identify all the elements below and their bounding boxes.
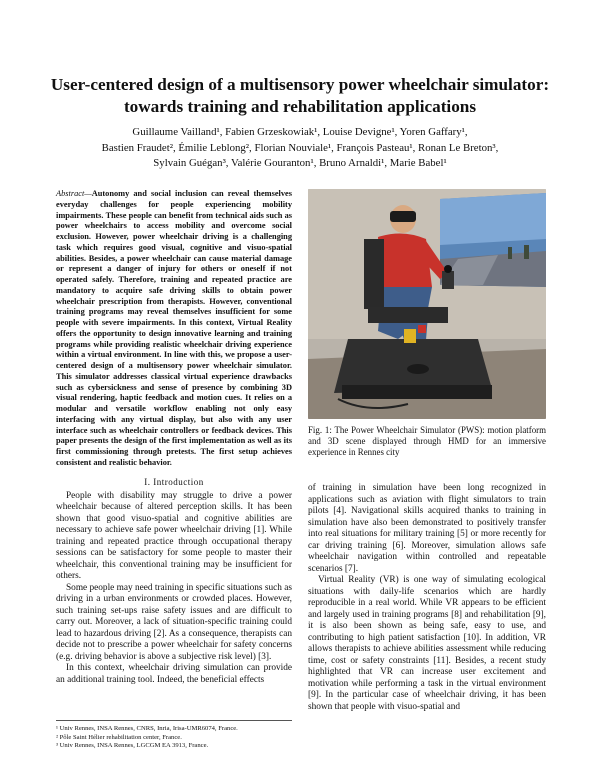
title-line-1: User-centered design of a multisensory power wheelchair simulator: bbox=[50, 75, 550, 94]
footnotes bbox=[56, 720, 292, 751]
authors-line-1: Guillaume Vailland¹, Fabien Grzeskowiak¹, Louise Devigne¹, Yoren Gaffary¹, bbox=[132, 126, 468, 138]
intro-paragraph-1: People with disability may struggle to drive a power wheelchair because of altered perception skills. It has been shown that good visuo-spatial and cognitive abilities are necessary to achieve safe power wheelchair driving [1]. While training and repeated practice through occupational therapy sessions can be satisfactory for some people to master their wheelchair, this conventional training may be insufficient for others. bbox=[56, 490, 292, 581]
intro-paragraph-3: In this context, wheelchair driving simulation can provide an additional training tool. Indeed, the beneficial effects bbox=[56, 663, 292, 685]
left-column bbox=[56, 189, 292, 686]
simulator-photo bbox=[308, 189, 546, 419]
abstract bbox=[56, 189, 292, 469]
intro-paragraph-2: Some people may need training in specific situations such as driving in a urban environments or crowded places. However, such training set-ups raise safety issues and are difficult to carry out. Moreover, a lack of situation-specific training could lead to hazardous driving [2]. As a consequence, therapists can decide not to prescribe a power wheelchair for safety concerns (e.g. driving behavior is above a subjective risk level) [3]. bbox=[56, 582, 292, 662]
figure-1-photo bbox=[308, 189, 546, 419]
authors-line-2: Bastien Fraudet², Émilie Leblong², Florian Nouviale¹, François Pasteau¹, Ronan Le Breton³, bbox=[101, 141, 499, 154]
abstract-lead: Abstract bbox=[56, 189, 85, 198]
right-paragraph-1: of training in simulation have been long recognized in applications such as aviation with flight simulators to train pilots [4]. Navigational skills acquired thanks to training in simulation have also been demonstrated to positively transfer into real situations for military training [5] or more recently for car driving training [6]. Moreover, simulation allows safe wheelchair navigation within controlled and repeatable scenarios [7]. bbox=[308, 483, 546, 574]
paper-title bbox=[40, 74, 560, 118]
footnote-2: ² Pôle Saint Hélier rehabilitation center, France. bbox=[56, 733, 182, 741]
right-paragraph-2: Virtual Reality (VR) is one way of simulating ecological situations with daily-life scenarios which are hardly reproducible in a real world. While VR appears to be efficient and largely used in training programs [8] and rehabilitation [9], it is also been shown as being safe, easy to use, and contributing to high patient satisfaction [10]. In addition, VR allows therapists to achieve abilities assessment while reducing time, cost or safety constraints [11]. Besides, a recent study highlighted that VR can increase user excitement and motivation while performing a task in the virtual environment [9]. In the particular case of wheelchair driving, it has been shown that people with visuo-spatial and bbox=[308, 575, 546, 712]
footnote-3: ³ Univ Rennes, INSA Rennes, LGCGM EA 3913, France. bbox=[56, 742, 209, 750]
figure-1-caption: Fig. 1: The Power Wheelchair Simulator (PWS): motion platform and 3D scene displayed through HMD for an immersive experience in Rennes city bbox=[308, 425, 546, 457]
right-column-text bbox=[308, 483, 546, 713]
abstract-text: Autonomy and social inclusion can reveal themselves everyday challenges for people experiencing mobility impairments. These people can benefit from technical aids such as power wheelchairs to access mobility and overcome social exclusion. However, power wheelchair driving is a challenging task which requires good visual, cognitive and visuo-spatial abilities. Besides, a power wheelchair can cause material damage or represent a danger of injury for others or oneself if not operated safely. Therefore, training and repeated practice are mandatory to acquire safe driving skills to obtain power wheelchair prescription from therapists. However, conventional training programs may reveal themselves insufficient for some people with severe impairments. In this context, Virtual Reality offers the opportunity to design innovative learning and training programs while providing realistic wheelchair driving experience within a virtual environment. In line with this, we propose a user-centered design of a multisensory power wheelchair simulator. This simulator addresses classical virtual experience drawbacks such as cybersickness and sense of presence by combining 3D visual rendering, haptic feedback and motion cues. It relies on a modular and versatile workflow enabling not only easy interfacing with any virtual display, but also with any user interface such as wheelchair controllers or feedback devices. This paper presents the design of the first implementation as well as its first commissioning through pretests. The first setup achieves consistent and realistic behavior. bbox=[56, 189, 292, 467]
title-line-2: towards training and rehabilitation applications bbox=[123, 97, 477, 116]
section-heading-introduction: I. Introduction bbox=[144, 476, 204, 487]
right-column-top bbox=[308, 189, 546, 458]
authors-line-3: Sylvain Guégan³, Valérie Gouranton¹, Bruno Arnaldi¹, Marie Babel¹ bbox=[153, 157, 447, 169]
footnote-1: ¹ Univ Rennes, INSA Rennes, CNRS, Inria, Irisa-UMR6074, France. bbox=[56, 725, 238, 732]
author-list bbox=[40, 125, 560, 172]
abstract-dash: — bbox=[84, 189, 92, 198]
